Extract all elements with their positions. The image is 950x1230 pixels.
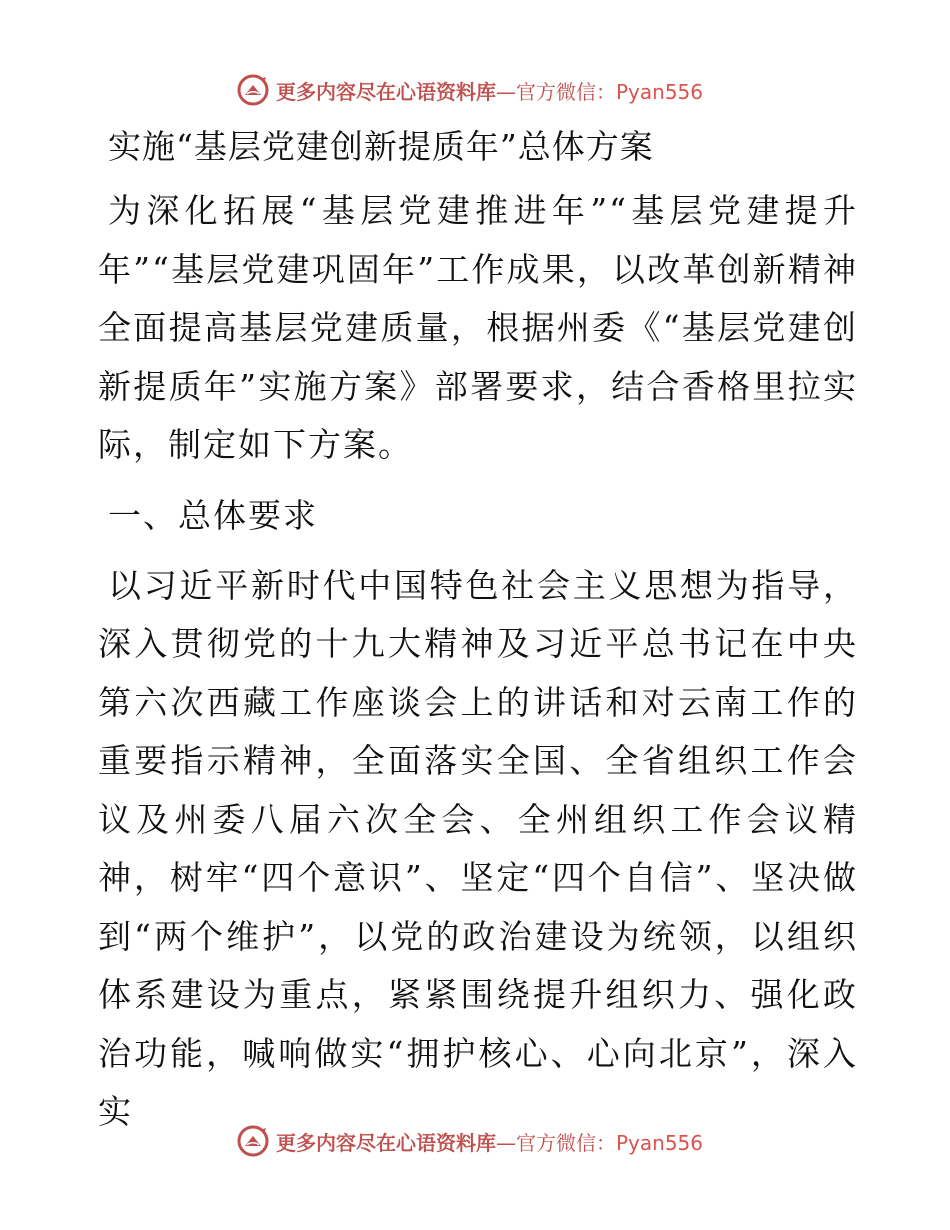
watermark-dash: — <box>496 1130 516 1155</box>
document-title: 实施“基层党建创新提质年”总体方案 <box>108 127 654 166</box>
watermark-text <box>276 76 703 105</box>
watermark-wechat-label: 官方微信： <box>516 1130 616 1155</box>
section-heading: 一、总体要求 <box>108 495 318 535</box>
watermark-banner-top <box>236 73 703 107</box>
watermark-brand: 更多内容尽在心语资料库 <box>276 1130 496 1155</box>
watermark-brand: 更多内容尽在心语资料库 <box>276 79 496 104</box>
section-paragraph: 以习近平新时代中国特色社会主义思想为指导，深入贯彻党的十九大精神及习近平总书记在中央第六次西藏工作座谈会上的讲话和对云南工作的重要指示精神，全面落实全国、全省组织工作会议及州委八届六次全会、全州组织工作会议精神，树牢“四个意识”、坚定“四个自信”、坚决做到“两个维护”，以党的政治建设为统领，以组织体系建设为重点，紧紧围绕提升组织力、强化政治功能，喊响做实“拥护核心、心向北京”，深入实 <box>98 565 858 1131</box>
watermark-dash: — <box>496 79 516 104</box>
watermark-banner-bottom <box>236 1124 703 1158</box>
watermark-wechat-label: 官方微信： <box>516 79 616 104</box>
book-logo-icon <box>236 1124 270 1158</box>
watermark-text <box>276 1127 703 1156</box>
watermark-wechat-id: Pyan556 <box>616 1130 704 1155</box>
book-logo-icon <box>236 73 270 107</box>
intro-paragraph: 为深化拓展“基层党建推进年”“基层党建提升年”“基层党建巩固年”工作成果，以改革创新精神全面提高基层党建质量，根据州委《“基层党建创新提质年”实施方案》部署要求，结合香格里拉实际，制定如下方案。 <box>98 191 858 464</box>
watermark-wechat-id: Pyan556 <box>616 79 704 104</box>
document-body <box>98 118 858 1142</box>
